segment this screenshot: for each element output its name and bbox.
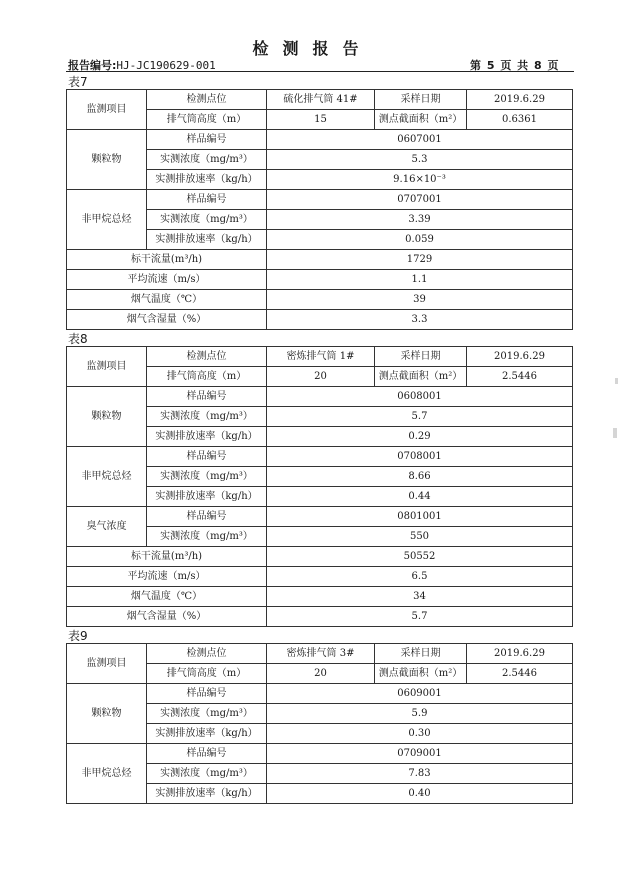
table-row — [67, 130, 573, 150]
parameter-value: 550 — [267, 527, 573, 547]
date-label: 采样日期 — [375, 644, 467, 664]
table-row — [67, 744, 573, 764]
table-row — [67, 90, 573, 110]
pollutant-name: 颗粒物 — [67, 684, 147, 744]
summary-value: 5.7 — [267, 607, 573, 627]
parameter-label: 实测排放速率（kg/h） — [147, 230, 267, 250]
parameter-value: 0.059 — [267, 230, 573, 250]
summary-label: 烟气含湿量（%） — [67, 310, 267, 330]
table-row — [67, 644, 573, 664]
report-title: 检测报告 — [252, 39, 373, 58]
table-7-label: 表7 — [68, 75, 88, 89]
area-label: 测点截面积（m²） — [375, 110, 467, 130]
table-row — [67, 607, 573, 627]
table-row — [67, 250, 573, 270]
height-label: 排气筒高度（m） — [147, 664, 267, 684]
table-row — [67, 567, 573, 587]
summary-label: 烟气温度（℃） — [67, 290, 267, 310]
parameter-value: 5.9 — [267, 704, 573, 724]
summary-label: 标干流量(m³/h) — [67, 547, 267, 567]
parameter-label: 实测排放速率（kg/h） — [147, 170, 267, 190]
monitoring-item-header: 监测项目 — [67, 644, 147, 684]
point-label: 检测点位 — [147, 644, 267, 664]
parameter-label: 实测排放速率（kg/h） — [147, 784, 267, 804]
summary-value: 34 — [267, 587, 573, 607]
table-row — [67, 547, 573, 567]
parameter-value: 8.66 — [267, 467, 573, 487]
height-value: 20 — [267, 664, 375, 684]
header-rule — [66, 71, 574, 72]
parameter-label: 实测浓度（mg/m³） — [147, 527, 267, 547]
area-label: 测点截面积（m²） — [375, 367, 467, 387]
area-value: 2.5446 — [467, 664, 573, 684]
pollutant-name: 臭气浓度 — [67, 507, 147, 547]
parameter-label: 样品编号 — [147, 447, 267, 467]
area-value: 2.5446 — [467, 367, 573, 387]
point-label: 检测点位 — [147, 347, 267, 367]
pollutant-name: 非甲烷总烃 — [67, 744, 147, 804]
page-indicator: 第 5 页 共 8 页 — [470, 59, 559, 72]
parameter-value: 0801001 — [267, 507, 573, 527]
table-row — [67, 507, 573, 527]
parameter-label: 样品编号 — [147, 130, 267, 150]
parameter-label: 样品编号 — [147, 190, 267, 210]
parameter-value: 0709001 — [267, 744, 573, 764]
summary-value: 1.1 — [267, 270, 573, 290]
date-value: 2019.6.29 — [467, 90, 573, 110]
parameter-label: 实测浓度（mg/m³） — [147, 764, 267, 784]
table-row — [67, 270, 573, 290]
date-value: 2019.6.29 — [467, 347, 573, 367]
table-9-label: 表9 — [68, 629, 88, 643]
table-row — [67, 347, 573, 367]
parameter-label: 样品编号 — [147, 507, 267, 527]
report-number-value: HJ-JC190629-001 — [116, 59, 216, 72]
area-value: 0.6361 — [467, 110, 573, 130]
table-8-label: 表8 — [68, 332, 88, 346]
point-label: 检测点位 — [147, 90, 267, 110]
table-row — [67, 190, 573, 210]
parameter-label: 样品编号 — [147, 744, 267, 764]
scan-mark — [615, 378, 618, 384]
parameter-value: 0.44 — [267, 487, 573, 507]
table-7 — [66, 89, 573, 330]
table-row — [67, 387, 573, 407]
summary-value: 39 — [267, 290, 573, 310]
area-label: 测点截面积（m²） — [375, 664, 467, 684]
summary-value: 1729 — [267, 250, 573, 270]
table-row — [67, 290, 573, 310]
parameter-label: 样品编号 — [147, 684, 267, 704]
height-label: 排气筒高度（m） — [147, 110, 267, 130]
summary-value: 3.3 — [267, 310, 573, 330]
monitoring-item-header: 监测项目 — [67, 347, 147, 387]
parameter-value: 0608001 — [267, 387, 573, 407]
parameter-value: 5.7 — [267, 407, 573, 427]
parameter-label: 实测排放速率（kg/h） — [147, 427, 267, 447]
summary-label: 标干流量(m³/h) — [67, 250, 267, 270]
parameter-value: 3.39 — [267, 210, 573, 230]
parameter-label: 样品编号 — [147, 387, 267, 407]
parameter-label: 实测浓度（mg/m³） — [147, 150, 267, 170]
height-value: 15 — [267, 110, 375, 130]
summary-label: 平均流速（m/s） — [67, 270, 267, 290]
pollutant-name: 非甲烷总烃 — [67, 447, 147, 507]
parameter-value: 0607001 — [267, 130, 573, 150]
point-value: 硫化排气筒 41# — [267, 90, 375, 110]
pollutant-name: 颗粒物 — [67, 130, 147, 190]
table-9 — [66, 643, 573, 804]
table-row — [67, 684, 573, 704]
height-label: 排气筒高度（m） — [147, 367, 267, 387]
parameter-label: 实测排放速率（kg/h） — [147, 724, 267, 744]
parameter-value: 5.3 — [267, 150, 573, 170]
summary-value: 6.5 — [267, 567, 573, 587]
parameter-value: 0609001 — [267, 684, 573, 704]
table-row — [67, 587, 573, 607]
table-row — [67, 310, 573, 330]
point-value: 密炼排气筒 3# — [267, 644, 375, 664]
summary-label: 烟气温度（℃） — [67, 587, 267, 607]
summary-value: 50552 — [267, 547, 573, 567]
parameter-label: 实测浓度（mg/m³） — [147, 407, 267, 427]
parameter-label: 实测排放速率（kg/h） — [147, 487, 267, 507]
pollutant-name: 非甲烷总烃 — [67, 190, 147, 250]
table-row — [67, 447, 573, 467]
parameter-label: 实测浓度（mg/m³） — [147, 704, 267, 724]
scan-mark — [613, 428, 617, 438]
monitoring-item-header: 监测项目 — [67, 90, 147, 130]
point-value: 密炼排气筒 1# — [267, 347, 375, 367]
parameter-value: 0.30 — [267, 724, 573, 744]
date-label: 采样日期 — [375, 90, 467, 110]
date-value: 2019.6.29 — [467, 644, 573, 664]
summary-label: 平均流速（m/s） — [67, 567, 267, 587]
parameter-value: 0.40 — [267, 784, 573, 804]
parameter-value: 0708001 — [267, 447, 573, 467]
parameter-value: 0707001 — [267, 190, 573, 210]
parameter-label: 实测浓度（mg/m³） — [147, 210, 267, 230]
pollutant-name: 颗粒物 — [67, 387, 147, 447]
report-number-label: 报告编号: — [68, 59, 117, 72]
parameter-value: 9.16×10⁻³ — [267, 170, 573, 190]
table-8 — [66, 346, 573, 627]
summary-label: 烟气含湿量（%） — [67, 607, 267, 627]
parameter-value: 7.83 — [267, 764, 573, 784]
height-value: 20 — [267, 367, 375, 387]
date-label: 采样日期 — [375, 347, 467, 367]
parameter-value: 0.29 — [267, 427, 573, 447]
parameter-label: 实测浓度（mg/m³） — [147, 467, 267, 487]
